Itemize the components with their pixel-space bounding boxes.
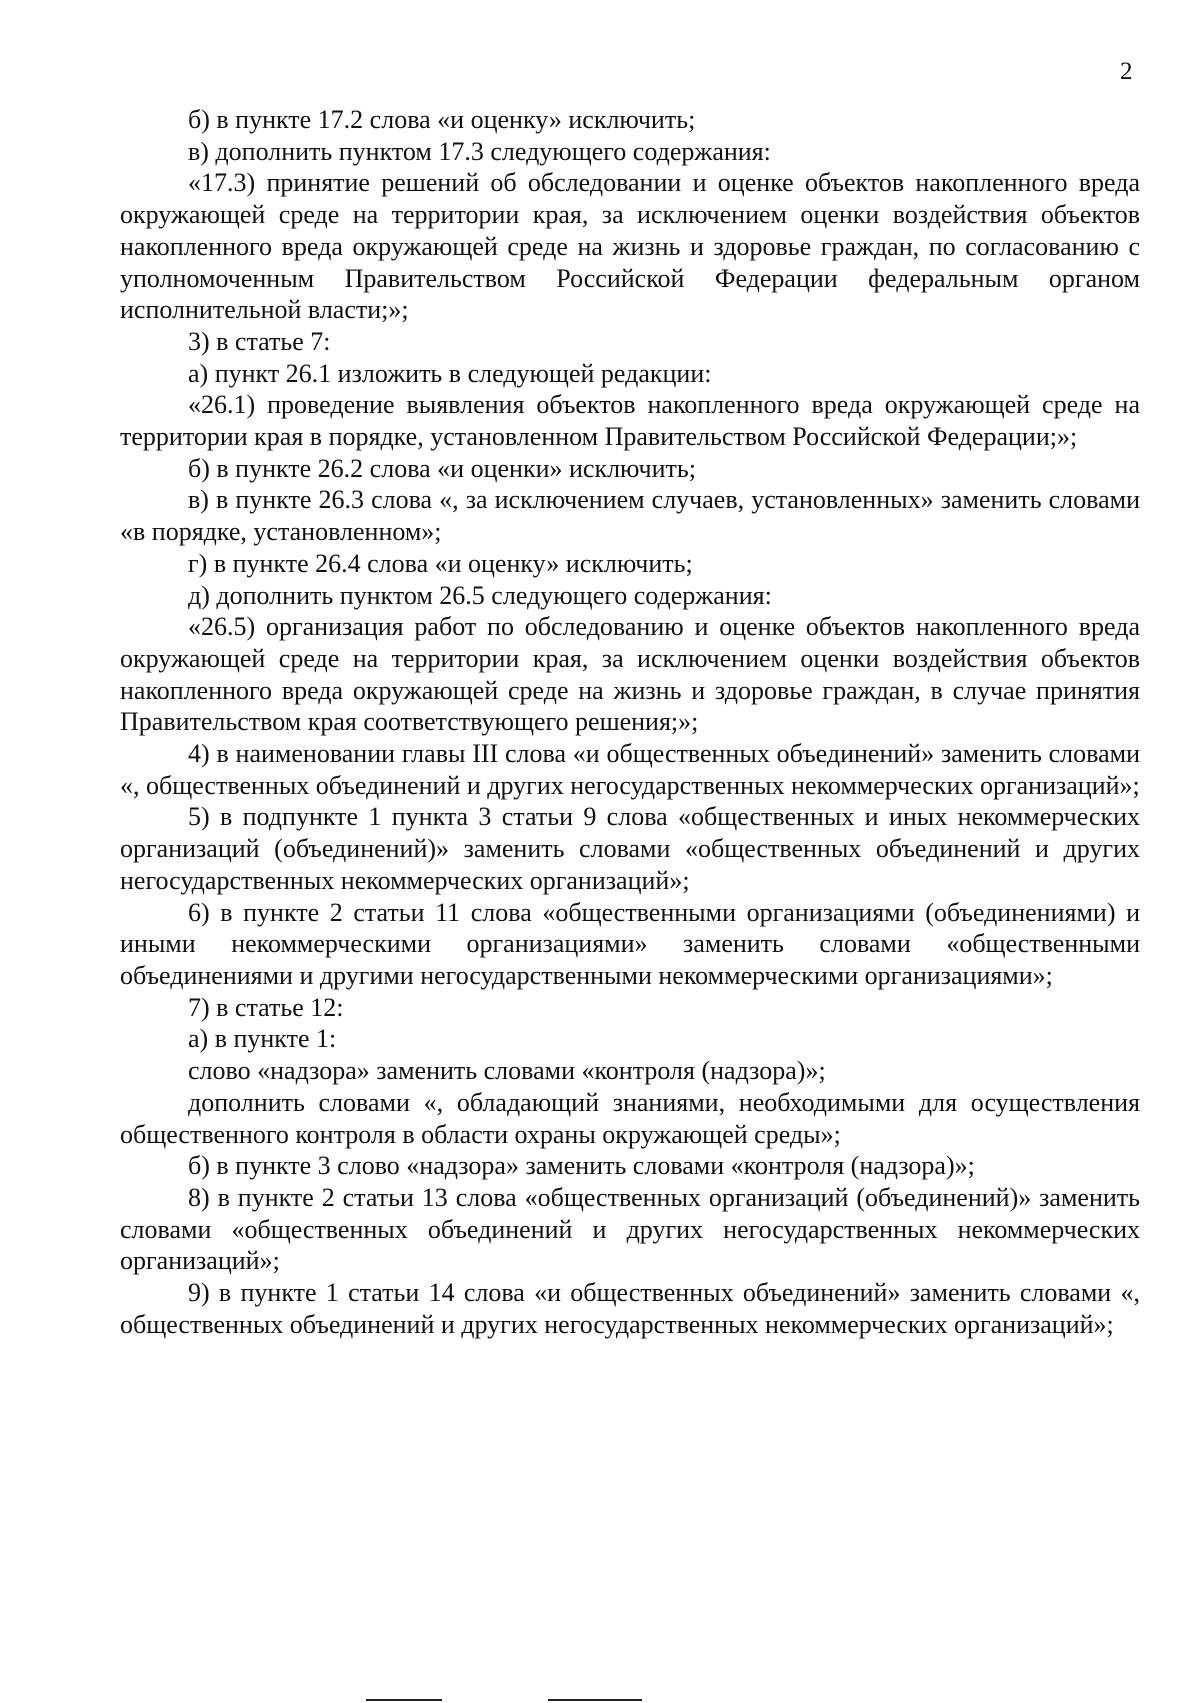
paragraph: в) дополнить пунктом 17.3 следующего содержания: bbox=[188, 136, 771, 166]
paragraph: «17.3) принятие решений об обследовании и оценке объектов накопленного вреда окружающей среде на территории края, за исключением оценки воздействия объектов накопленного вреда окружающей среде на жизнь и здоровье граждан, по согласованию с уполномоченным Правительством Российской Федерации федеральным органом исполнительной власти;»; bbox=[120, 168, 1140, 325]
paragraph: 5) в подпункте 1 пункта 3 статьи 9 слова «общественных и иных некоммерческих организаций (объединений)» заменить словами «общественных объединений и других негосударственных некоммерческих организаций»; bbox=[120, 802, 1140, 895]
paragraph: 9) в пункте 1 статьи 14 слова «и общественных объединений» заменить словами «, общественных объединений и других негосударственных некоммерческих организаций»; bbox=[120, 1278, 1140, 1339]
paragraph: б) в пункте 26.2 слова «и оценки» исключить; bbox=[188, 453, 696, 483]
paragraph: 7) в статье 12: bbox=[188, 992, 344, 1022]
page-number: 2 bbox=[1120, 58, 1133, 85]
paragraph: б) в пункте 3 слово «надзора» заменить словами «контроля (надзора)»; bbox=[188, 1151, 975, 1181]
paragraph: б) в пункте 17.2 слова «и оценку» исключить; bbox=[188, 105, 696, 134]
paragraph: д) дополнить пунктом 26.5 следующего содержания: bbox=[188, 580, 772, 610]
paragraph: а) в пункте 1: bbox=[188, 1024, 337, 1054]
paragraph: в) в пункте 26.3 слова «, за исключением случаев, установленных» заменить словами «в порядке, установленном»; bbox=[120, 485, 1140, 547]
paragraph: 4) в наименовании главы III слова «и общественных объединений» заменить словами «, общественных объединений и других негосударственных некоммерческих организаций»; bbox=[120, 739, 1140, 800]
paragraph: «26.1) проведение выявления объектов накопленного вреда окружающей среде на территории края в порядке, установленном Правительством Российской Федерации;»; bbox=[120, 390, 1140, 452]
footer-rule bbox=[548, 1699, 642, 1701]
paragraph: «26.5) организация работ по обследованию и оценке объектов накопленного вреда окружающей среде на территории края, за исключением оценки воздействия объектов накопленного вреда окружающей среде на жизнь и здоровье граждан, в случае принятия Правительством края соответствующего решения;»; bbox=[120, 612, 1140, 737]
paragraph: слово «надзора» заменить словами «контроля (надзора)»; bbox=[188, 1056, 826, 1086]
footer-rule bbox=[366, 1699, 442, 1701]
paragraph: дополнить словами «, обладающий знаниями, необходимыми для осуществления общественного контроля в области охраны окружающей среды»; bbox=[120, 1087, 1140, 1149]
paragraph: а) пункт 26.1 изложить в следующей редакции: bbox=[188, 358, 712, 388]
document-body bbox=[120, 104, 1140, 1340]
paragraph: 6) в пункте 2 статьи 11 слова «общественными организациями (объединениями) и иными некоммерческими организациями» заменить словами «общественными объединениями и другими негосударственными некоммерческими организациями»; bbox=[120, 897, 1140, 990]
paragraph: 3) в статье 7: bbox=[188, 326, 331, 356]
paragraph: г) в пункте 26.4 слова «и оценку» исключить; bbox=[188, 548, 693, 578]
paragraph: 8) в пункте 2 статьи 13 слова «общественных организаций (объединений)» заменить словами «общественных объединений и других негосударственных некоммерческих организаций»; bbox=[120, 1182, 1140, 1276]
